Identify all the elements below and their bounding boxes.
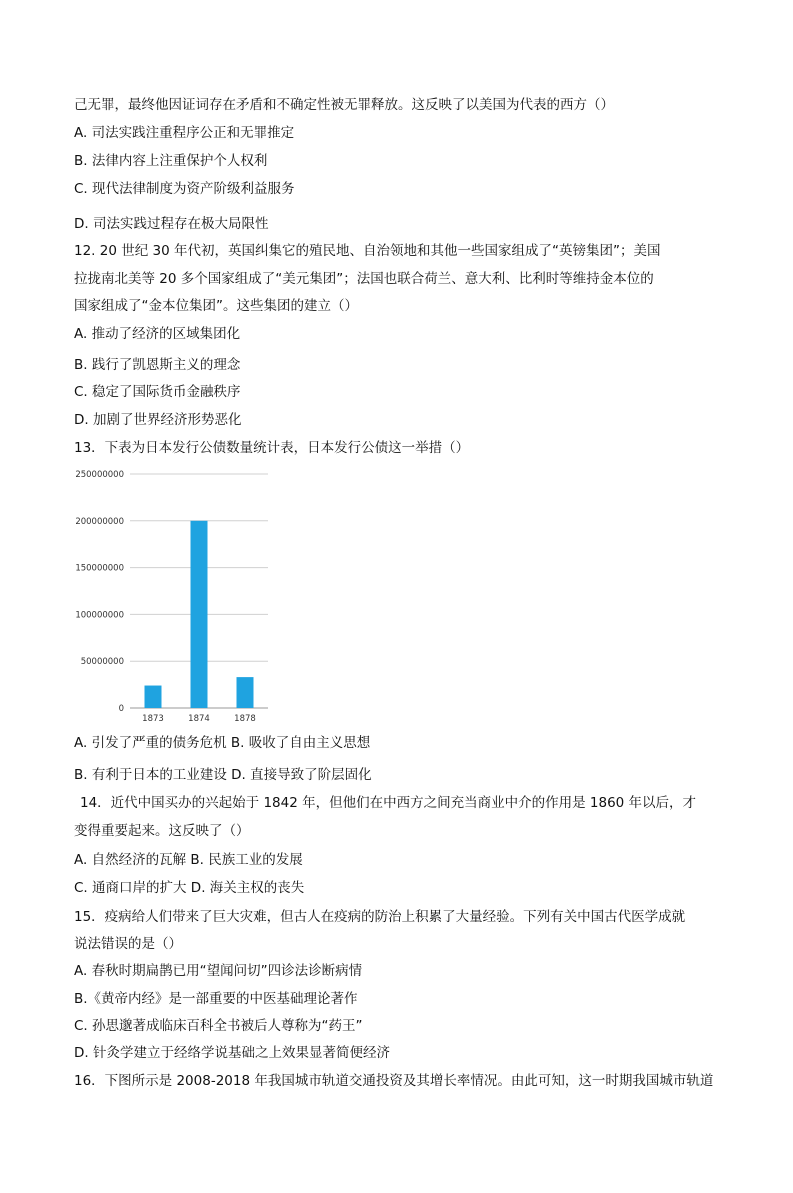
options-a-b: A. 自然经济的瓦解 B. 民族工业的发展: [74, 852, 303, 868]
option-a: A. 司法实践注重程序公正和无罪推定: [74, 125, 295, 141]
y-tick-label: 250000000: [75, 470, 124, 480]
question-15: 15．疫病给人们带来了巨大灾难，但古人在疫病的防治上积累了大量经验。下列有关中国古代医学成就: [74, 909, 686, 925]
option-a: A. 推动了经济的区域集团化: [74, 326, 241, 342]
y-tick-label: 100000000: [75, 610, 124, 621]
text-line: 说法错误的是（）: [74, 936, 182, 952]
y-tick-label: 50000000: [80, 657, 124, 668]
option-b: B. 法律内容上注重保护个人权利: [74, 153, 268, 169]
x-tick-label: 1873: [142, 714, 164, 724]
options-a-b: A. 引发了严重的债务危机 B. 吸收了自由主义思想: [74, 735, 371, 751]
y-tick-label: 150000000: [75, 563, 124, 574]
bond-chart: [68, 464, 278, 726]
question-12: 12. 20 世纪 30 年代初，英国纠集它的殖民地、自治领地和其他一些国家组成了“英镑集团”；美国: [74, 243, 661, 259]
x-tick-label: 1874: [188, 714, 210, 724]
option-d: D. 司法实践过程存在极大局限性: [74, 216, 269, 232]
bar-1873: [145, 686, 162, 708]
option-c: C. 孙思邈著成临床百科全书被后人尊称为“药王”: [74, 1018, 363, 1034]
text-line: 变得重要起来。这反映了（）: [74, 823, 250, 839]
option-d: D. 针灸学建立于经络学说基础之上效果显著简便经济: [74, 1045, 390, 1061]
text-line: 国家组成了“金本位集团”。这些集团的建立（）: [74, 298, 358, 314]
y-tick-label: 0: [118, 704, 124, 714]
option-c: C. 现代法律制度为资产阶级利益服务: [74, 181, 295, 197]
options-c-d: C. 通商口岸的扩大 D. 海关主权的丧失: [74, 880, 305, 896]
chart-x-ticks: [142, 714, 256, 724]
text-line: 己无罪，最终他因证词存在矛盾和不确定性被无罪释放。这反映了以美国为代表的西方（）: [74, 97, 614, 113]
option-c: C. 稳定了国际货币金融秩序: [74, 384, 241, 400]
option-b: B.《黄帝内经》是一部重要的中医基础理论著作: [74, 991, 358, 1007]
y-tick-label: 200000000: [75, 516, 124, 527]
question-16: 16．下图所示是 2008-2018 年我国城市轨道交通投资及其增长率情况。由此可知，这一时期我国城市轨道: [74, 1073, 714, 1089]
option-d: D. 加剧了世界经济形势恶化: [74, 412, 242, 428]
question-13: 13．下表为日本发行公债数量统计表，日本发行公债这一举措（）: [74, 440, 470, 456]
x-tick-label: 1878: [234, 714, 256, 724]
bar-1878: [237, 677, 254, 708]
option-a: A. 春秋时期扁鹊已用“望闻问切”四诊法诊断病情: [74, 963, 363, 979]
text-line: 拉拢南北美等 20 多个国家组成了“美元集团”；法国也联合荷兰、意大利、比利时等维持金本位的: [74, 271, 654, 287]
chart-y-ticks: [75, 470, 124, 714]
option-b: B. 践行了凯恩斯主义的理念: [74, 357, 241, 373]
question-14: 14．近代中国买办的兴起始于 1842 年，但他们在中西方之间充当商业中介的作用是 1860 年以后，才: [80, 795, 697, 811]
options-b-d: B. 有利于日本的工业建设 D. 直接导致了阶层固化: [74, 767, 372, 783]
bar-1874: [191, 521, 208, 708]
